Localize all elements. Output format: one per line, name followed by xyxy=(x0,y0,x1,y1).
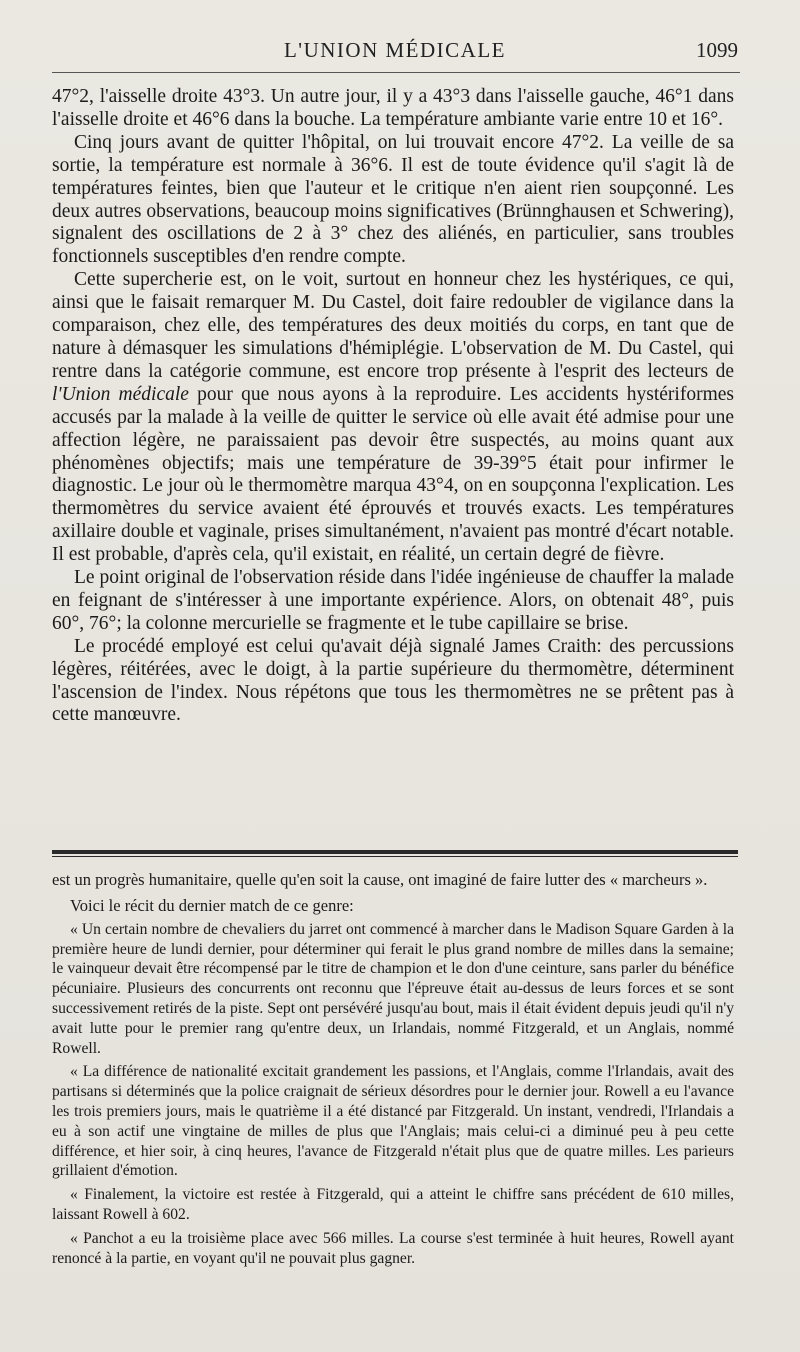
header-rule xyxy=(52,72,740,73)
quote-paragraph-3: « Finalement, la victoire est restée à Fitzgerald, qui a atteint le chiffre sans précédent de 610 milles, laissant Rowell à 602. xyxy=(52,1186,734,1223)
page-header xyxy=(52,38,738,68)
quote-paragraph-2: « La différence de nationalité excitait grandement les passions, et l'Anglais, comme l'Irlandais, avait des partisans si déterminés que la police craignait de sérieux désordres pour le dernier jour. Rowell a eu l'avance les trois premiers jours, mais le quatrième il a été distancé par Fitzgerald. Un instant, vendredi, l'Irlandais a eu à son actif une vingtaine de milles de plus que l'Anglais; mais celui-ci a diminué peu à peu cette différence, et hier soir, à cinq heures, l'avance de Fitzgerald n'était plus que de quatre milles. Les parieurs grillaient d'émotion. xyxy=(52,1063,734,1180)
paragraph-hysterics-part-1: Cette supercherie est, on le voit, surtout en honneur chez les hystériques, ce qui, ainsi que le faisait remarquer M. Du Castel, doit faire redoubler de vigilance dans la comparaison, chez elle, des températures des deux moitiés du corps, en tant que de nature à démasquer les simulations d'hémiplégie. L'observation de M. Du Castel, qui rentre dans la catégorie commune, est encore trop présente à l'esprit des lecteurs de xyxy=(52,269,734,382)
paragraph-hysterics xyxy=(52,269,734,567)
page-number: 1099 xyxy=(696,38,738,62)
feuilleton-column xyxy=(52,870,734,1272)
journal-title: l'Union médicale xyxy=(52,383,189,405)
paragraph-procedure: Le procédé employé est celui qu'avait déjà signalé James Craith: des percussions légères, réitérées, avec le doigt, à la partie supérieure du thermomètre, déterminent l'ascension de l'index. Nous répétons que tous les thermomètres ne se prêtent pas à cette manœuvre. xyxy=(52,635,734,726)
paragraph-hysterics-part-2: pour que nous ayons à la reproduire. Les accidents hystériformes accusés par la malade à la veille de quitter le service où elle avait été admise pour une affection légère, ne paraissaient pas devoir être suspectés, au moins quant aux phénomènes objectifs; mais une température de 39-39°5 était pour infirmer le diagnostic. Le jour où le thermomètre marqua 43°4, on en soupçonna l'explication. Les thermomètres du service avaient été éprouvés et trouvés exacts. Les températures axillaire double et vaginale, prises simultanément, n'avaient pas montré d'écart notable. Il est probable, d'après cela, qu'il existait, en réalité, un certain degré de fièvre. xyxy=(52,383,734,566)
feuilleton-separator xyxy=(52,850,738,857)
running-title: L'UNION MÉDICALE xyxy=(283,38,506,62)
paragraph-hospital-exit: Cinq jours avant de quitter l'hôpital, on lui trouvait encore 47°2. La veille de sa sortie, la température est normale à 36°6. Il est de toute évidence qu'il s'agit là de températures feintes, bien que l'auteur et le critique n'en aient rien soupçonné. Les deux autres observations, beaucoup moins significatives (Brünnghausen et Schwering), signalent des oscillations de 2 à 3° chez des aliénés, en particulier, sans troubles fonctionnels susceptibles d'en rendre compte. xyxy=(52,131,734,268)
main-article xyxy=(52,86,734,727)
paragraph-original-point: Le point original de l'observation réside dans l'idée ingénieuse de chauffer la malade en feignant de s'intéresser à une importante expérience. Alors, on obtenait 48°, puis 60°, 76°; la colonne mercurielle se fragmente et le tube capillaire se brise. xyxy=(52,567,734,634)
feuilleton-intro: est un progrès humanitaire, quelle qu'en soit la cause, ont imaginé de faire lutter des « marcheurs ». xyxy=(52,870,708,889)
quote-paragraph-1: « Un certain nombre de chevaliers du jarret ont commencé à marcher dans le Madison Square Garden à la première heure de lundi dernier, pour déterminer qui ferait le plus grand nombre de milles dans la semaine; le vainqueur devait être récompensé par le titre de champion et le don d'une ceinture, sans parler du bénéfice pécuniaire. Plusieurs des concurrents ont reconnu que l'épreuve était au-dessus de leurs forces et se sont successivement retirés de la piste. Sept ont persévéré jusqu'au bout, mais il était évident depuis jeudi qu'il n'y avait lutte pour le premier rang qu'entre deux, un Irlandais, nommé Fitzgerald, et un Anglais, nommé Rowell. xyxy=(52,920,734,1057)
quote-paragraph-4: « Panchot a eu la troisième place avec 566 milles. La course s'est terminée à huit heures, Rowell ayant renoncé à la partie, en voyant qu'il ne pouvait plus gagner. xyxy=(52,1229,734,1267)
feuilleton-recit-line: Voici le récit du dernier match de ce genre: xyxy=(70,896,354,915)
paragraph-temperatures: 47°2, l'aisselle droite 43°3. Un autre jour, il y a 43°3 dans l'aisselle gauche, 46°1 dans l'aisselle droite et 46°6 dans la bouche. La température ambiante varie entre 10 et 16°. xyxy=(52,86,734,130)
